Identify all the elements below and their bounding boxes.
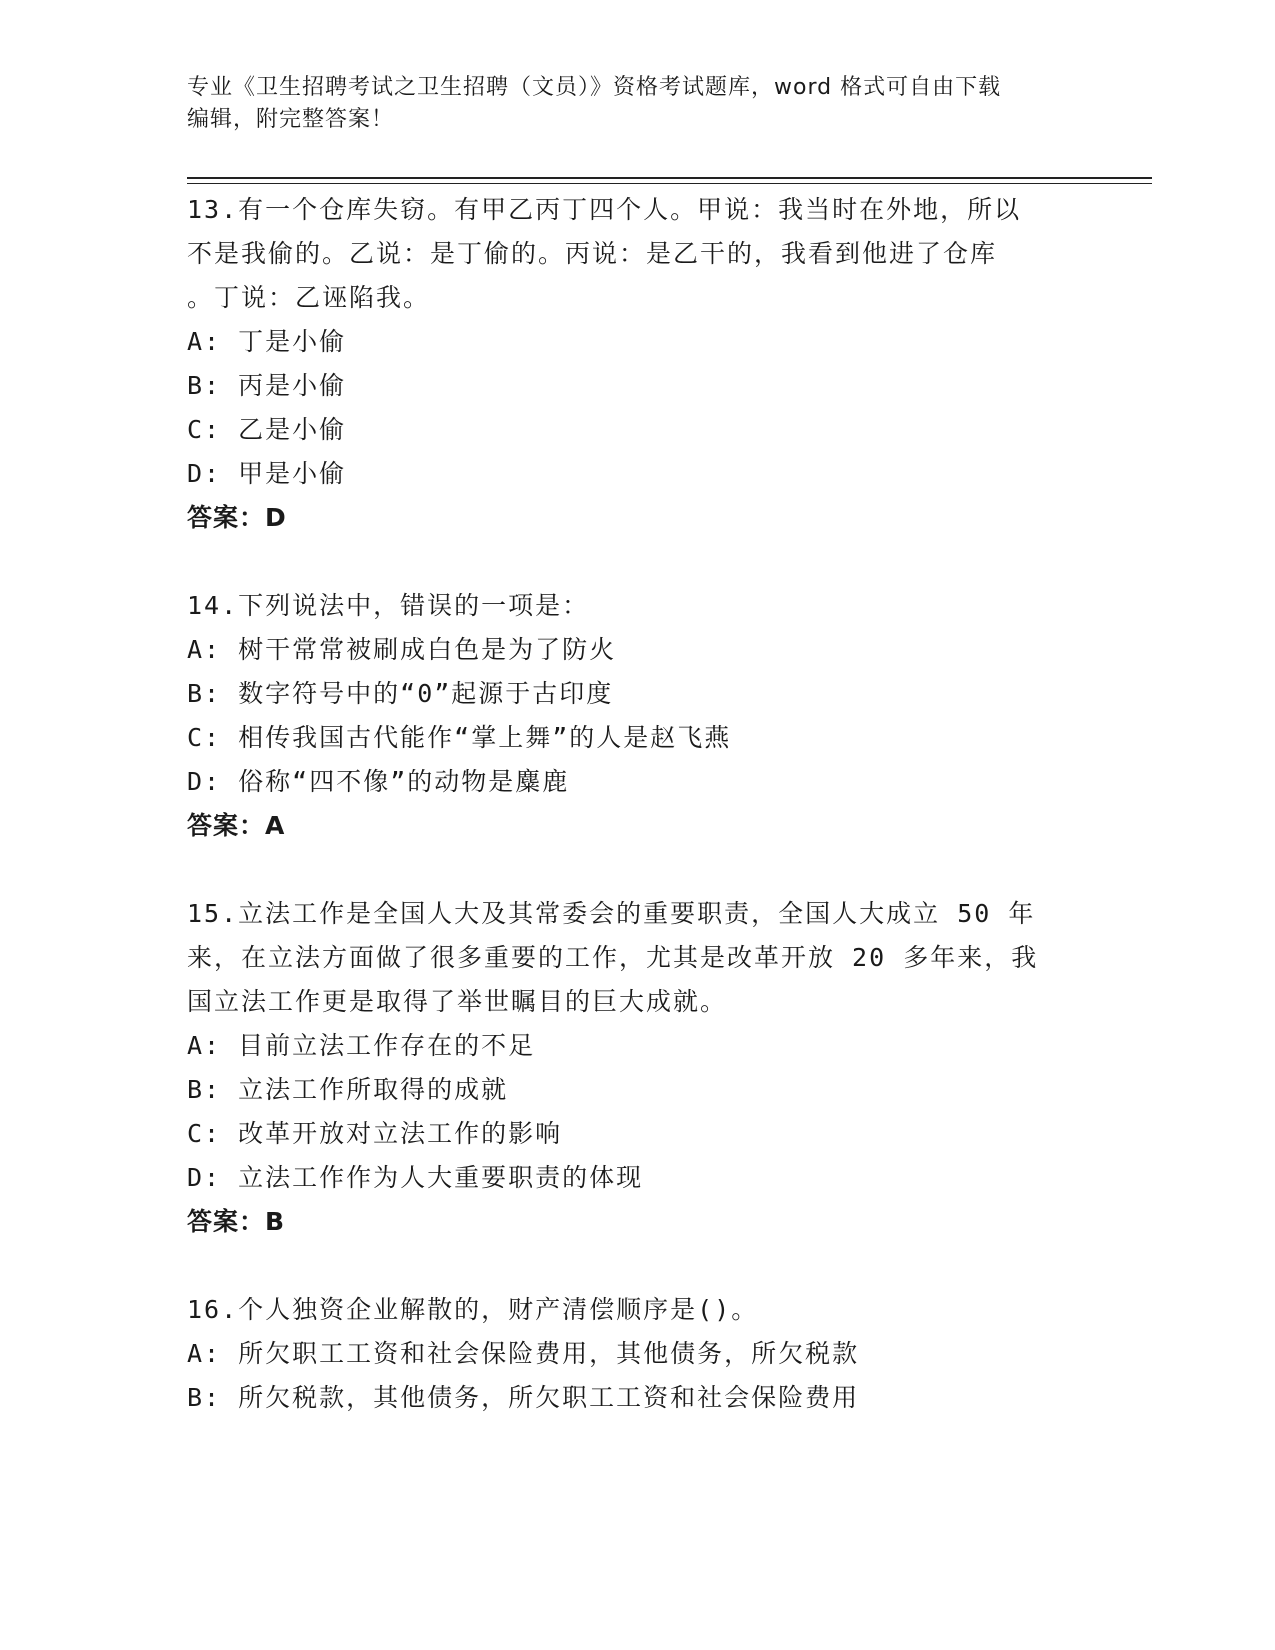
question-option: C: 乙是小偷 bbox=[187, 415, 347, 444]
question-option: A: 目前立法工作存在的不足 bbox=[187, 1031, 536, 1060]
question-option: A: 所欠职工工资和社会保险费用，其他债务，所欠税款 bbox=[187, 1339, 860, 1368]
question-2 bbox=[187, 584, 1087, 892]
question-option: B: 立法工作所取得的成就 bbox=[187, 1075, 509, 1104]
question-list bbox=[187, 188, 1087, 1420]
question-gap bbox=[187, 1244, 1087, 1288]
question-option: D: 甲是小偷 bbox=[187, 459, 347, 488]
question-gap bbox=[187, 540, 1087, 584]
question-stem-line: 15.立法工作是全国人大及其常委会的重要职责，全国人大成立 50 年 bbox=[187, 899, 1036, 928]
question-gap bbox=[187, 848, 1087, 892]
question-stem-line: 16.个人独资企业解散的，财产清偿顺序是()。 bbox=[187, 1295, 759, 1324]
header-line-2: 编辑，附完整答案！ bbox=[187, 107, 395, 132]
answer-line: 答案：A bbox=[187, 811, 286, 840]
question-option: B: 数字符号中的“0”起源于古印度 bbox=[187, 679, 614, 708]
question-option: A: 丁是小偷 bbox=[187, 327, 347, 356]
page-header bbox=[187, 72, 1067, 136]
header-divider-thick bbox=[187, 177, 1152, 179]
question-option: D: 立法工作作为人大重要职责的体现 bbox=[187, 1163, 644, 1192]
question-stem-line: 来，在立法方面做了很多重要的工作，尤其是改革开放 20 多年来，我 bbox=[187, 943, 1039, 972]
question-stem-line: 不是我偷的。乙说：是丁偷的。丙说：是乙干的，我看到他进了仓库 bbox=[187, 239, 998, 268]
question-option: B: 所欠税款，其他债务，所欠职工工资和社会保险费用 bbox=[187, 1383, 860, 1412]
question-stem-line: 13.有一个仓库失窃。有甲乙丙丁四个人。甲说：我当时在外地，所以 bbox=[187, 195, 1022, 224]
question-4 bbox=[187, 1288, 1087, 1420]
question-option: A: 树干常常被刷成白色是为了防火 bbox=[187, 635, 617, 664]
header-divider-thin bbox=[187, 183, 1152, 184]
header-line-1: 专业《卫生招聘考试之卫生招聘（文员）》资格考试题库，word 格式可自由下载 bbox=[187, 75, 1002, 100]
question-stem-line: 14.下列说法中，错误的一项是： bbox=[187, 591, 590, 620]
question-option: B: 丙是小偷 bbox=[187, 371, 347, 400]
question-stem-line: 国立法工作更是取得了举世瞩目的巨大成就。 bbox=[187, 987, 728, 1016]
answer-line: 答案：B bbox=[187, 1207, 286, 1236]
question-option: D: 俗称“四不像”的动物是麋鹿 bbox=[187, 767, 570, 796]
question-1 bbox=[187, 188, 1087, 584]
question-3 bbox=[187, 892, 1087, 1288]
question-stem-line: 。丁说：乙诬陷我。 bbox=[187, 283, 431, 312]
answer-line: 答案：D bbox=[187, 503, 287, 532]
question-option: C: 改革开放对立法工作的影响 bbox=[187, 1119, 563, 1148]
question-option: C: 相传我国古代能作“掌上舞”的人是赵飞燕 bbox=[187, 723, 732, 752]
